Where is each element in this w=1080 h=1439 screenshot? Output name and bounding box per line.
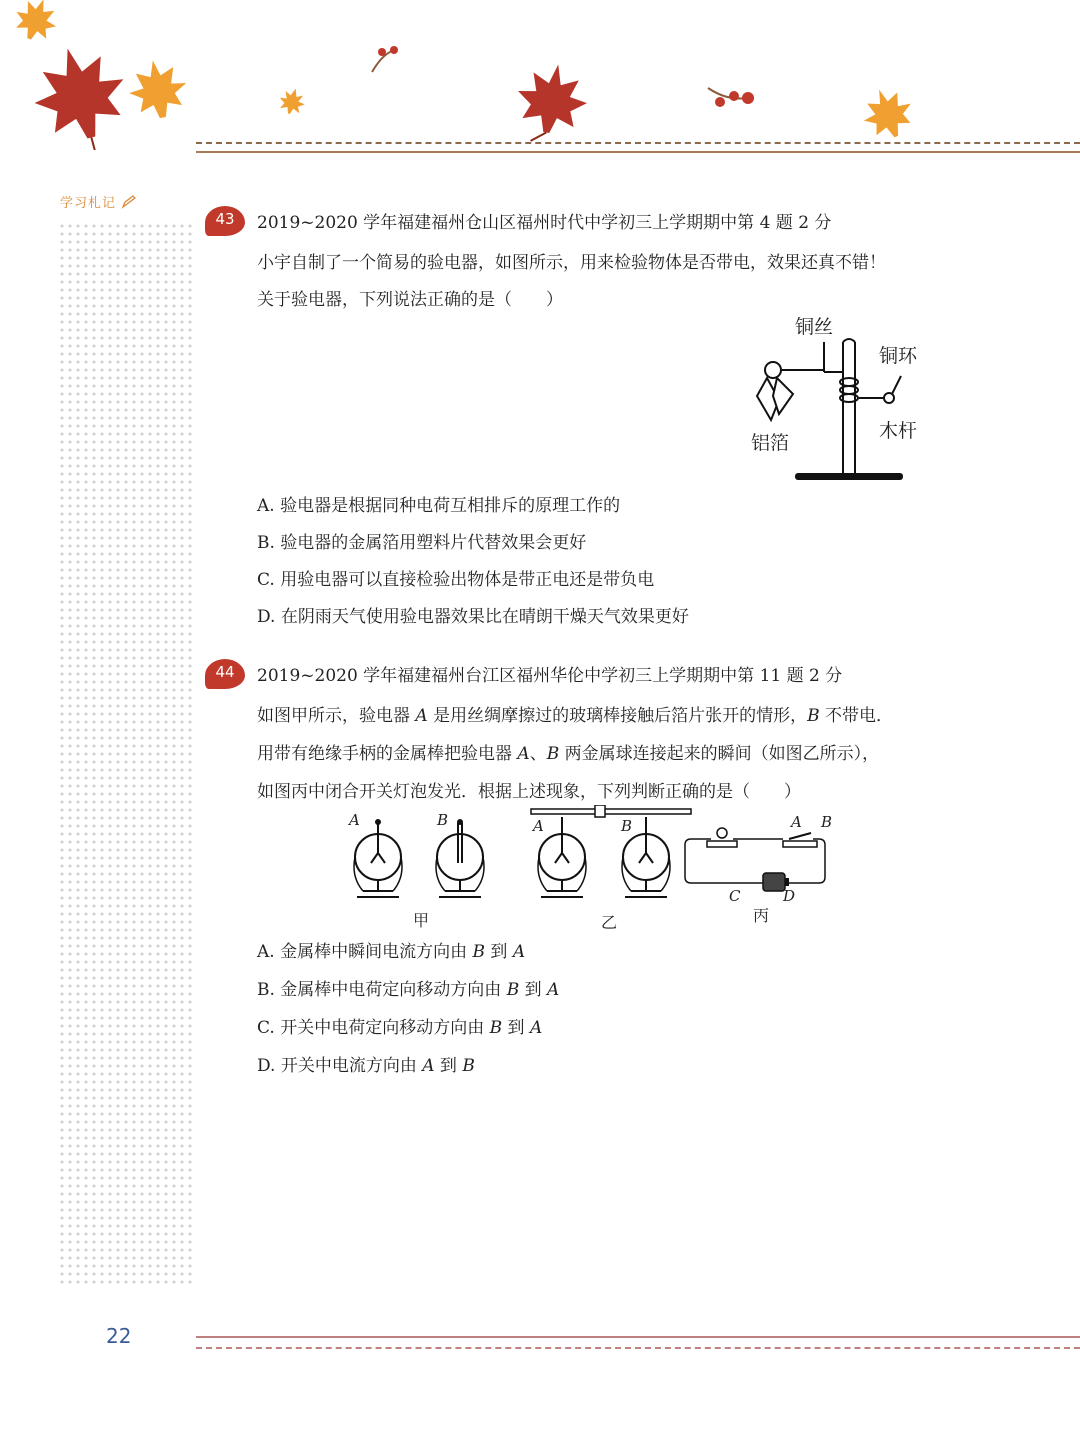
label-a: A	[791, 813, 802, 831]
label-aluminum-foil: 铝箔	[751, 432, 790, 454]
maple-leaf-icon	[9, 0, 63, 46]
question-source: 2019~2020 学年福建福州台江区福州华伦中学初三上学期期中第 11 题 2 分	[257, 666, 843, 686]
option-b[interactable]: B. 验电器的金属箔用塑料片代替效果会更好	[257, 533, 587, 553]
option-d[interactable]: D. 在阴雨天气使用验电器效果比在晴朗干燥天气效果更好	[257, 607, 689, 627]
question-stem-line: 用带有绝缘手柄的金属棒把验电器 A、B 两金属球连接起来的瞬间（如图乙所示），	[257, 744, 880, 764]
figure-yi-connected-electroscopes	[527, 805, 697, 907]
figure-bing-circuit	[683, 827, 833, 897]
caption-bing: 丙	[753, 906, 770, 925]
question-stem-line: 小宇自制了一个简易的验电器，如图所示，用来检验物体是否带电，效果还真不错！	[257, 253, 886, 273]
label-a: A	[349, 811, 360, 829]
question-43	[205, 206, 965, 626]
label-a: A	[533, 817, 544, 835]
autumn-leaves-decoration	[0, 0, 1080, 150]
label-d: D	[783, 887, 796, 905]
maple-leaf-icon	[124, 55, 191, 122]
notes-dot-grid	[58, 222, 194, 1284]
option-c[interactable]: C. 用验电器可以直接检验出物体是带正电还是带负电	[257, 570, 655, 590]
notes-label: 学习札记	[60, 192, 137, 211]
maple-leaf-icon	[510, 58, 593, 149]
option-d[interactable]: D. 开关中电流方向由 A 到 B	[257, 1056, 475, 1076]
berries-icon	[708, 88, 754, 107]
question-source: 2019~2020 学年福建福州仓山区福州时代中学初三上学期期中第 4 题 2 分	[257, 213, 832, 233]
option-c[interactable]: C. 开关中电荷定向移动方向由 B 到 A	[257, 1018, 543, 1038]
question-stem-line: 如图丙中闭合开关灯泡发光．根据上述现象，下列判断正确的是（ ）	[257, 782, 801, 802]
option-a[interactable]: A. 验电器是根据同种电荷互相排斥的原理工作的	[257, 496, 621, 516]
question-44	[205, 659, 965, 1079]
berries-icon	[372, 46, 398, 72]
caption-jia: 甲	[413, 911, 430, 930]
maple-leaf-icon	[23, 37, 142, 150]
caption-yi: 乙	[601, 913, 618, 932]
maple-leaf-icon	[856, 81, 920, 145]
label-b: B	[437, 811, 449, 829]
option-b[interactable]: B. 金属棒中电荷定向移动方向由 B 到 A	[257, 980, 560, 1000]
figure-jia-electroscopes	[345, 817, 495, 907]
label-copper-ring: 铜环	[879, 345, 918, 367]
question-number-badge: 44	[205, 659, 245, 689]
label-copper-wire: 铜丝	[795, 316, 834, 338]
question-stem-line: 关于验电器，下列说法正确的是（ ）	[257, 290, 563, 310]
maple-leaf-icon	[276, 85, 308, 117]
question-number-badge: 43	[205, 206, 245, 236]
label-b: B	[821, 813, 833, 831]
label-wooden-rod: 木杆	[879, 420, 918, 442]
pencil-icon	[121, 195, 137, 209]
header-rule	[196, 142, 1080, 156]
option-a[interactable]: A. 金属棒中瞬间电流方向由 B 到 A	[257, 942, 526, 962]
label-c: C	[729, 887, 741, 905]
page-number: 22	[106, 1324, 132, 1348]
label-b: B	[621, 817, 633, 835]
footer-rule	[196, 1336, 1080, 1349]
question-stem-line: 如图甲所示，验电器 A 是用丝绸摩擦过的玻璃棒接触后箔片张开的情形，B 不带电．	[257, 706, 893, 726]
